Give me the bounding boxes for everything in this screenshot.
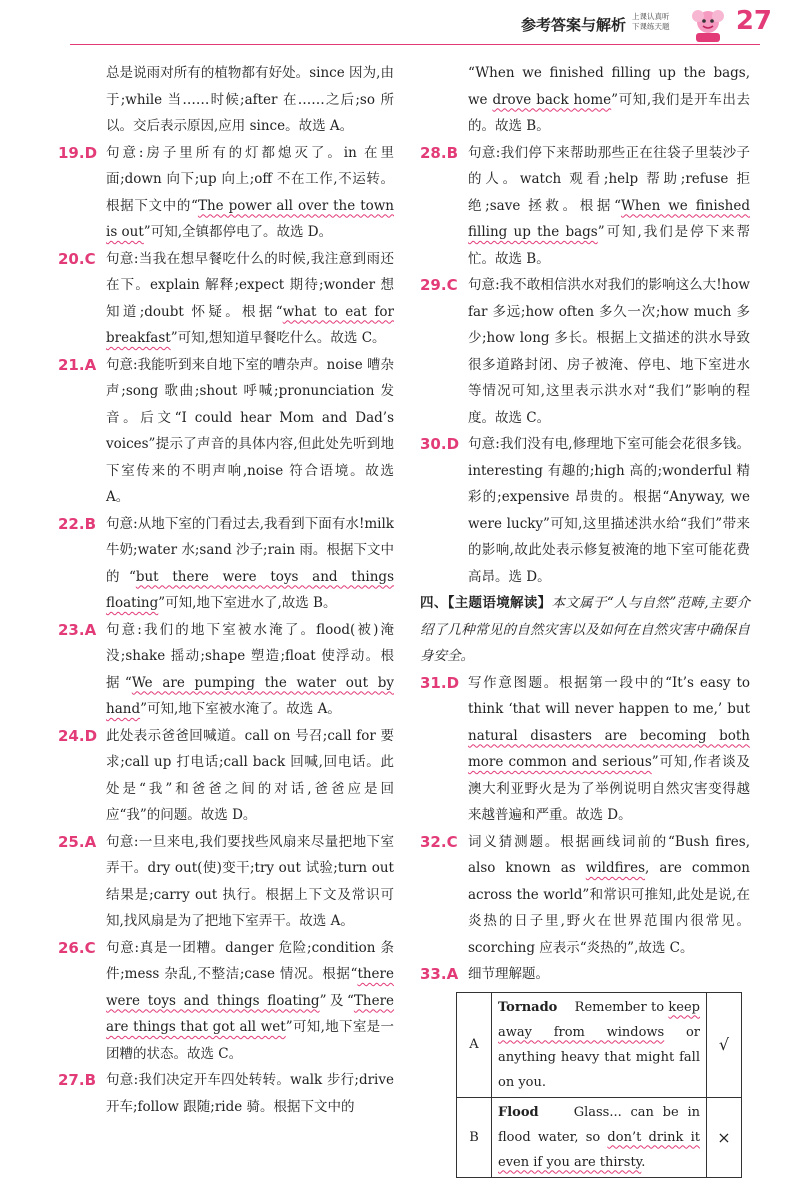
answer-22 (58, 511, 394, 617)
answer-text: ”可知,地下室被水淹了。故选 A。 (140, 701, 341, 717)
question-number: 23.A (58, 620, 97, 639)
answer-27-continued (420, 60, 750, 140)
quoted-evidence: The power all over the town is out (106, 197, 394, 240)
quoted-evidence: We are pumping the water out by hand (106, 674, 394, 717)
check-mark-icon: √ (707, 992, 742, 1097)
answer-text: 句意:我能听到来自地下室的嘈杂声。noise 嘈杂声;song 歌曲;shout 呼喊;pronunciation 发音。后文“I could hear Mom and Dad’s voices”提示了声音的具体内容,但此处先听到地下室传来的不明声响,noise 符合语境。故选 A。 (106, 356, 394, 505)
question-number: 27.B (58, 1071, 97, 1089)
question-number: 29.C (420, 276, 458, 294)
question-number: 26.C (58, 938, 96, 957)
quoted-evidence: don’t drink it even if you are thirsty (498, 1129, 700, 1170)
answer-text: 句意:我们停下来帮助那些正在往袋子里装沙子的人。watch 观看;help 帮助;refuse 拒绝;save 拯救。根据“ (468, 144, 750, 214)
quoted-evidence: natural disasters are becoming both more common and serious (468, 727, 750, 770)
question-number: 20.C (58, 249, 96, 268)
answer-text: 句意:房子里所有的灯都熄灭了。in 在里面;down 向下;up 向上;off 不在工作,不运转。根据下文中的“ (106, 144, 394, 214)
question-number: 21.A (58, 355, 97, 374)
option-text (492, 992, 707, 1097)
answer-text: 句意:从地下室的门看过去,我看到下面有水!milk 牛奶;water 水;sand 沙子;rain 雨。根据下文中的“ (106, 515, 394, 585)
answer-text: 句意:我们的地下室被水淹了。flood(被)淹没;shake 摇动;shape 塑造;float 使浮动。根据“ (106, 621, 394, 691)
question-number: 24.D (58, 726, 98, 745)
answer-33 (420, 961, 750, 988)
answer-text: 句意:我们决定开车四处转转。walk 步行;drive 开车;follow 跟随;ride 骑。根据下文中的 (106, 1072, 394, 1115)
option-text (492, 1097, 707, 1177)
cross-mark-icon: × (707, 1097, 742, 1177)
header-title: 参考答案与解析 (520, 16, 626, 34)
page-header (0, 0, 800, 48)
answer-text: , are common across the world”和常识可推知,此处是说,在炎热的日子里,野火在世界范围内很常见。scorching 应表示“炎热的”,故选 C。 (468, 860, 751, 956)
answer-text: 句意:一旦来电,我们要找些风扇来尽量把地下室弄干。dry out(使)变干;try out 试验;turn out 结果是;carry out 执行。根据上下文及常识可知,找风扇是为了把地下室弄干。故选 A。 (106, 833, 394, 929)
question-number: 32.C (420, 832, 458, 851)
answer-text: 句意:我不敢相信洪水对我们的影响这么大!how far 多远;how often 多久一次;how much 多少;how long 多长。根据上文描述的洪水导致很多道路封闭、房子被淹、停电、地下室进水等情况可知,这里表示洪水对“我们”影响的程度。故选 C。 (468, 277, 750, 426)
answer-text: ”及“ (319, 992, 354, 1009)
question-number: 31.D (420, 673, 460, 692)
quoted-evidence: there were toys and things floating (106, 966, 394, 1009)
section-summary: 本文属于“人与自然”范畴,主要介绍了几种常见的自然灾害以及如何在自然灾害中确保自身安全。 (420, 595, 750, 664)
section-tag: 四、【主题语境解读】 (420, 595, 552, 611)
quoted-evidence: When we finished filling up the bags (468, 197, 751, 240)
answer-20 (58, 246, 394, 352)
answer-30 (420, 431, 750, 590)
question-number: 30.D (420, 435, 460, 453)
header-rule (70, 44, 760, 45)
answer-24 (58, 723, 394, 829)
question-number: 22.B (58, 514, 97, 533)
option-letter: A (457, 992, 492, 1097)
intro-line-3: 交后表示原因,应用 since。故选 A。 (133, 118, 354, 134)
quoted-evidence: what to eat for breakfast (106, 303, 394, 346)
option-title: Flood (498, 1104, 539, 1120)
answer-text: ”可知,我们是开车出去的。故选 B。 (468, 91, 750, 134)
answer-31 (420, 670, 750, 829)
section-heading (420, 590, 750, 670)
answer-32 (420, 829, 750, 962)
option-table (456, 992, 742, 1178)
answer-text: 句意:我们没有电,修理地下室可能会花很多钱。interesting 有趣的;high 高的;wonderful 精彩的;expensive 昂贵的。根据“Anyway, we were lucky”可知,这里描述洪水给“我们”带来的影响,故此处表示修复被淹的地下室可能花费高昂。选 D。 (468, 436, 750, 585)
quoted-evidence: wildfires (585, 860, 646, 876)
continued-text (58, 60, 394, 140)
question-number: 19.D (58, 143, 98, 162)
answer-26 (58, 935, 394, 1068)
answer-23 (58, 617, 394, 723)
option-title: Tornado (498, 999, 558, 1015)
quoted-evidence: but there were toys and things floating (106, 568, 394, 611)
answer-text: 此处表示爸爸回喊道。call on 号召;call for 要求;call up 打电话;call back 回喊,回电话。此处是“我”和爸爸之间的对话,爸爸应是回应“我”的问题。故选 D。 (106, 727, 394, 823)
answer-text: 句意:真是一团糟。danger 危险;condition 条件;mess 杂乱,不整洁;case 情况。根据“ (106, 939, 394, 982)
quoted-evidence: There are things that got all wet (106, 992, 395, 1035)
option-body: . (641, 1154, 646, 1170)
answer-text: ”可知,地下室是一团糟的状态。故选 C。 (106, 1019, 394, 1062)
page-number: 27 (735, 6, 772, 36)
option-letter: B (457, 1097, 492, 1177)
answer-text: ”可知,地下室进水了,故选 B。 (158, 595, 337, 611)
table-row (457, 992, 742, 1097)
right-column (420, 60, 750, 1178)
table-row (457, 1097, 742, 1177)
answer-text: ”可知,想知道早餐吃什么。故选 C。 (170, 330, 386, 346)
answer-28 (420, 140, 750, 273)
intro-line-2: 于;while 当……时候;after 在……之后;so 所以。 (106, 91, 394, 134)
answer-text: 句意:当我在想早餐吃什么的时候,我注意到雨还在下。explain 解释;expect 期待;wonder 想知道;doubt 怀疑。根据“ (106, 250, 394, 320)
answer-text: “When we finished filling up the bags, we (468, 65, 750, 108)
question-number: 28.B (420, 143, 459, 162)
answer-27 (58, 1067, 394, 1120)
answer-25 (58, 829, 394, 935)
header-slogan: 上课认真听 下课练天题 (632, 12, 670, 31)
answer-text: ”可知,全镇都停电了。故选 D。 (143, 224, 333, 240)
mascot-logo-icon (680, 6, 736, 44)
intro-line-1: 总是说雨对所有的植物都有好处。since 因为,由 (106, 65, 394, 81)
left-column (58, 60, 394, 1120)
question-number: 25.A (58, 832, 97, 851)
answer-text: 词义猜测题。根据画线词前的“Bush fires, also known as (468, 833, 750, 876)
answer-19 (58, 140, 394, 246)
answer-21 (58, 352, 394, 511)
option-body: Remember to (574, 999, 669, 1015)
question-number: 33.A (420, 965, 459, 983)
quoted-evidence: keep away from windows (498, 999, 701, 1040)
option-body: Glass... can be in flood water, so (498, 1104, 700, 1145)
answer-29 (420, 272, 750, 431)
answer-text: ”可知,我们是停下来帮忙。故选 B。 (468, 224, 750, 267)
answer-text: ”可知,作者谈及澳大利亚野火是为了举例说明自然灾害变得越来越普遍和严重。故选 D。 (468, 754, 750, 823)
answer-text: 细节理解题。 (468, 966, 549, 982)
quoted-evidence: drove back home (492, 91, 612, 108)
option-body: or anything heavy that might fall on you. (498, 1024, 700, 1090)
answer-text: 写作意图题。根据第一段中的“It’s easy to think ‘that will never happen to me,’ but (468, 674, 750, 717)
